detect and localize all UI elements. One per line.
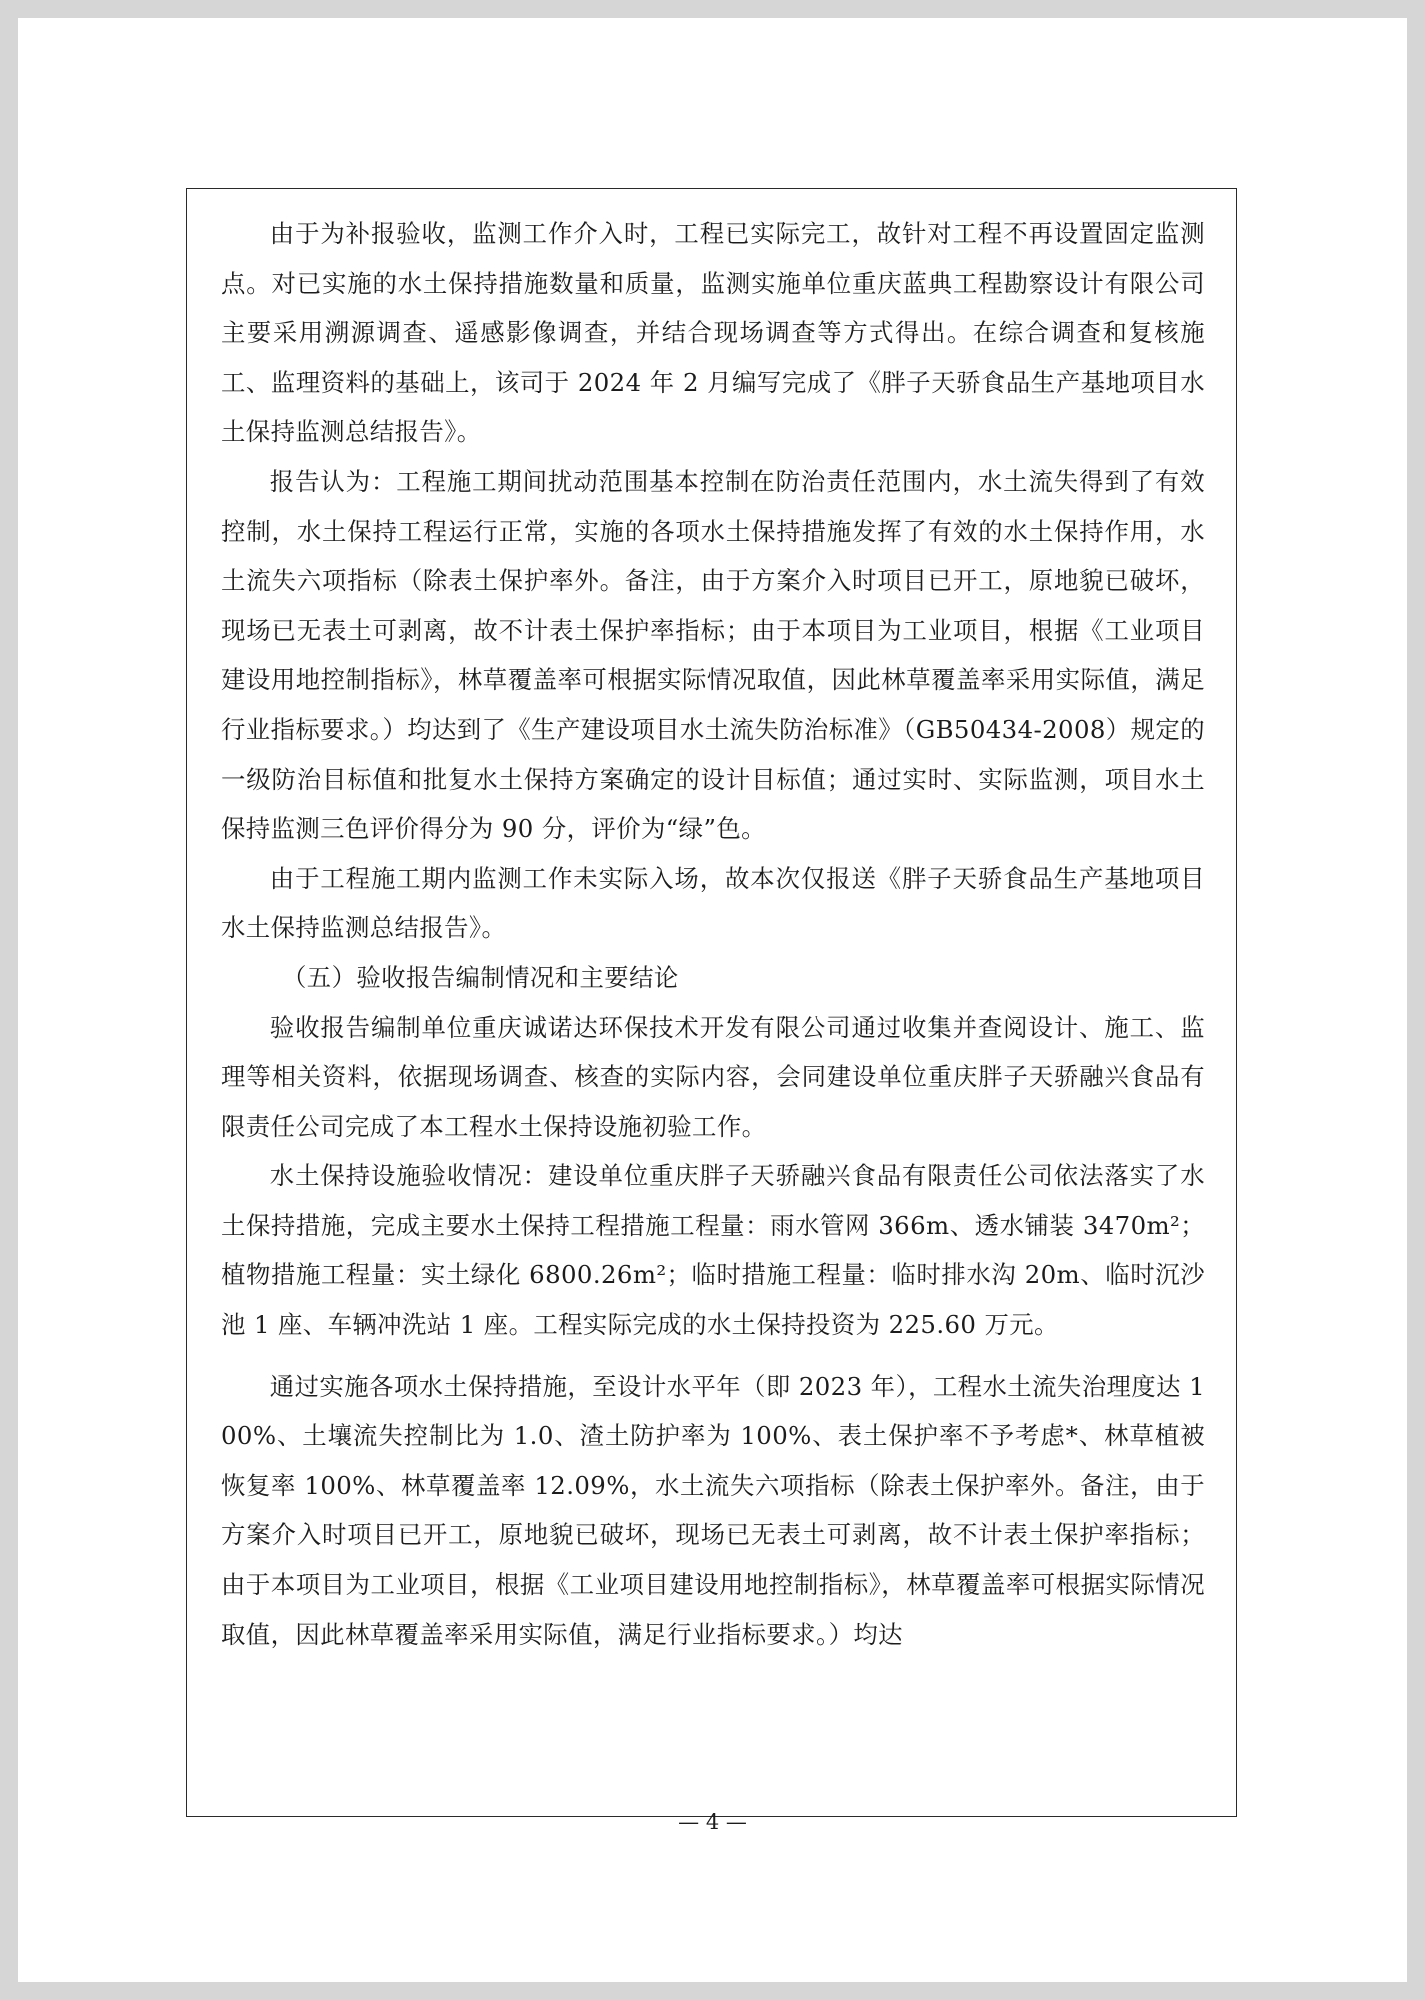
paragraph-indicator-results: 通过实施各项水土保持措施，至设计水平年（即 2023 年），工程水土流失治理度达 100%、土壤流失控制比为 1.0、渣土防护率为 100%、表土保护率不予考虑*、林草植被恢复率 100%、林草覆盖率 12.09%，水土流失六项指标（除表土保护率外。备注，由于方案介入时项目已开工，原地貌已破坏，现场已无表土可剥离，故不计表土保护率指标；由于本项目为工业项目，根据《工业项目建设用地控制指标》，林草覆盖率可根据实际情况取值，因此林草覆盖率采用实际值，满足行业指标要求。）均达 bbox=[221, 1371, 1205, 1649]
paragraph-acceptance-status: 水土保持设施验收情况：建设单位重庆胖子天骄融兴食品有限责任公司依法落实了水土保持措施，完成主要水土保持工程措施工程量：雨水管网 366m、透水铺装 3470m²；植物措施工程量：实土绿化 6800.26m²；临时措施工程量：临时排水沟 20m、临时沉沙池 1 座、车辆冲洗站 1 座。工程实际完成的水土保持投资为 225.60 万元。 bbox=[221, 1161, 1205, 1340]
document-page bbox=[18, 18, 1407, 1982]
paragraph-submission-note: 由于工程施工期内监测工作未实际入场，故本次仅报送《胖子天骄食品生产基地项目水土保持监测总结报告》。 bbox=[221, 863, 1205, 943]
paragraph-monitoring-intro: 由于为补报验收，监测工作介入时，工程已实际完工，故针对工程不再设置固定监测点。对已实施的水土保持措施数量和质量，监测实施单位重庆蓝典工程勘察设计有限公司主要采用溯源调查、遥感影像调查，并结合现场调查等方式得出。在综合调查和复核施工、监理资料的基础上，该司于 2024 年 2 月编写完成了《胖子天骄食品生产基地项目水土保持监测总结报告》。 bbox=[221, 219, 1205, 447]
section-heading: （五）验收报告编制情况和主要结论 bbox=[282, 962, 679, 992]
text-frame bbox=[186, 188, 1237, 1817]
body-text bbox=[221, 209, 1205, 1659]
paragraph-report-conclusion: 报告认为：工程施工期间扰动范围基本控制在防治责任范围内，水土流失得到了有效控制，水土保持工程运行正常，实施的各项水土保持措施发挥了有效的水土保持作用，水土流失六项指标（除表土保护率外。备注，由于方案介入时项目已开工，原地貌已破坏，现场已无表土可剥离，故不计表土保护率指标；由于本项目为工业项目，根据《工业项目建设用地控制指标》，林草覆盖率可根据实际情况取值，因此林草覆盖率采用实际值，满足行业指标要求。）均达到了《生产建设项目水土流失防治标准》（GB50434-2008）规定的一级防治目标值和批复水土保持方案确定的设计目标值；通过实时、实际监测，项目水土保持监测三色评价得分为 90 分，评价为“绿”色。 bbox=[221, 466, 1205, 844]
paragraph-acceptance-report: 验收报告编制单位重庆诚诺达环保技术开发有限公司通过收集并查阅设计、施工、监理等相关资料，依据现场调查、核查的实际内容，会同建设单位重庆胖子天骄融兴食品有限责任公司完成了本工程水土保持设施初验工作。 bbox=[221, 1012, 1205, 1141]
page-number: — 4 — bbox=[678, 1810, 747, 1834]
